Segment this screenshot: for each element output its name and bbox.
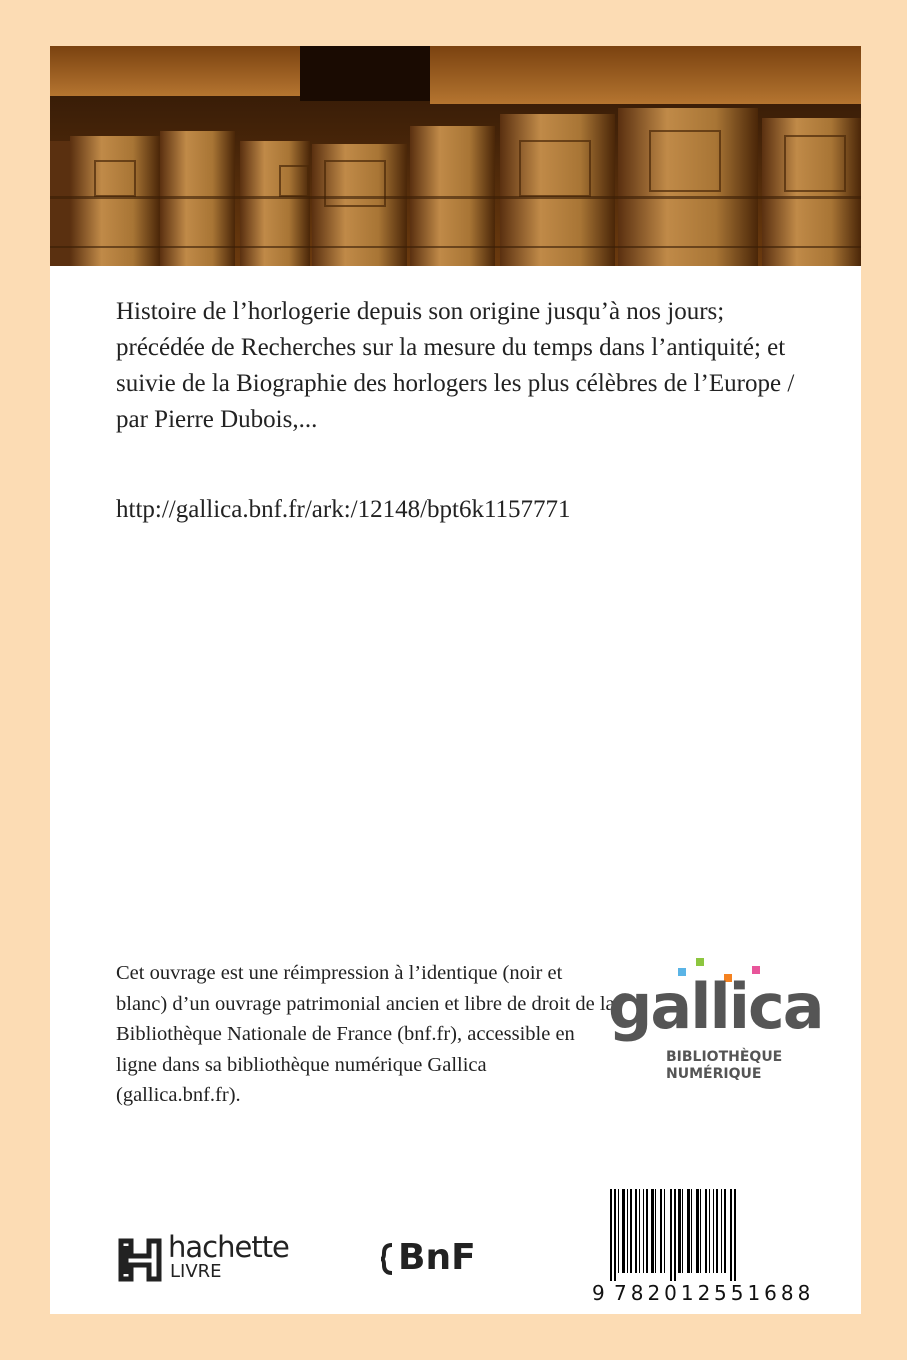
barcode-bar xyxy=(614,1189,616,1281)
isbn-barcode xyxy=(592,1189,817,1304)
barcode-bar xyxy=(734,1189,736,1281)
gallica-subtitle-line2: NUMÉRIQUE xyxy=(666,1066,762,1082)
hachette-sub: LIVRE xyxy=(170,1261,222,1282)
barcode-bar xyxy=(664,1189,665,1273)
barcode-bar xyxy=(713,1189,714,1273)
barcode-bar xyxy=(610,1189,612,1281)
hachette-h-icon xyxy=(118,1238,162,1282)
barcode-bar xyxy=(646,1189,648,1273)
barcode-bar xyxy=(691,1189,692,1273)
barcode-bar xyxy=(627,1189,628,1273)
barcode-lead-digit: 9 xyxy=(592,1281,605,1305)
gallica-subtitle-line1: BIBLIOTHÈQUE xyxy=(666,1049,783,1065)
barcode-bar xyxy=(724,1189,726,1273)
barcode-group-1: 782012 xyxy=(614,1281,715,1305)
barcode-bars xyxy=(592,1189,817,1281)
book-spines-illustration xyxy=(50,46,861,266)
book-title: Histoire de l’horlogerie depuis son origine jusqu’à nos jours; précédée de Recherches sur la mesure du temps dans l’antiquité; et suivie de la Biographie des horlogers les plus célèbres de l’Europe / par Pierre Dubois,... xyxy=(116,298,795,433)
barcode-bar xyxy=(709,1189,710,1273)
gallica-wordmark: gallica xyxy=(608,970,823,1043)
barcode-bar xyxy=(670,1189,672,1281)
barcode-bar xyxy=(674,1189,676,1281)
gallica-logo xyxy=(608,966,823,1086)
barcode-bar xyxy=(635,1189,637,1273)
barcode-bar xyxy=(618,1189,619,1273)
barcode-bar xyxy=(660,1189,662,1273)
barcode-bar xyxy=(716,1189,718,1273)
logo-square-green xyxy=(696,958,704,966)
barcode-bar xyxy=(687,1189,690,1273)
gallica-subtitle xyxy=(666,1049,782,1083)
barcode-group-2: 551688 xyxy=(714,1281,815,1305)
book-spines-photo xyxy=(50,46,861,266)
barcode-bar xyxy=(643,1189,644,1273)
hachette-livre-logo xyxy=(118,1231,318,1291)
barcode-bar xyxy=(651,1189,654,1273)
barcode-bar xyxy=(721,1189,722,1273)
reprint-notice: Cet ouvrage est une réimpression à l’identique (noir et blanc) d’un ouvrage patrimonial ancien et libre de droit de la Bibliothèque Nationale de France (bnf.fr), accessible en ligne dans sa bibliothèque numérique Gallica (gallica.bnf.fr). xyxy=(116,962,615,1106)
barcode-bar xyxy=(639,1189,640,1273)
barcode-bar xyxy=(700,1189,701,1273)
barcode-bar xyxy=(682,1189,683,1273)
back-cover xyxy=(50,46,861,1314)
bnf-bracket-icon xyxy=(380,1243,394,1275)
hachette-name: hachette xyxy=(168,1230,289,1264)
bnf-text: BnF xyxy=(398,1237,476,1278)
gallica-url[interactable]: http://gallica.bnf.fr/ark:/12148/bpt6k1157771 xyxy=(116,496,571,523)
barcode-bar xyxy=(696,1189,699,1273)
barcode-bar xyxy=(705,1189,707,1273)
barcode-bar xyxy=(630,1189,632,1273)
barcode-bar xyxy=(730,1189,732,1281)
barcode-bar xyxy=(655,1189,656,1273)
bnf-logo xyxy=(398,1236,476,1280)
barcode-bar xyxy=(678,1189,681,1273)
barcode-bar xyxy=(622,1189,625,1273)
